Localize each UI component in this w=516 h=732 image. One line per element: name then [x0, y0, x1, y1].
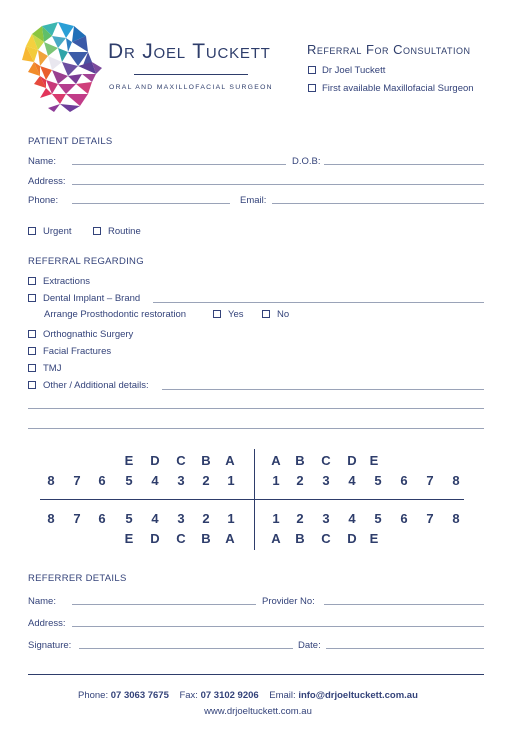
tooth-label[interactable]: 1: [272, 511, 280, 526]
tooth-label[interactable]: D: [347, 531, 357, 546]
tooth-label[interactable]: A: [271, 531, 281, 546]
tooth-label[interactable]: 3: [322, 511, 330, 526]
tooth-label[interactable]: 1: [227, 511, 235, 526]
tooth-label[interactable]: 4: [348, 473, 356, 488]
routine-checkbox[interactable]: [93, 227, 101, 235]
tooth-label[interactable]: 6: [98, 473, 106, 488]
tooth-label[interactable]: 4: [151, 473, 159, 488]
tooth-label[interactable]: 5: [125, 511, 133, 526]
footer-website[interactable]: www.drjoeltuckett.com.au: [204, 706, 312, 717]
tooth-label[interactable]: 1: [272, 473, 280, 488]
other-details-field-2[interactable]: [28, 408, 484, 409]
tooth-label[interactable]: E: [124, 453, 134, 468]
referral-option-checkbox-0[interactable]: [308, 66, 316, 74]
chart-horizontal-divider: [40, 499, 464, 500]
referrer-provider-label: Provider No:: [262, 596, 315, 607]
referral-option-label-0: Dr Joel Tuckett: [322, 65, 386, 76]
patient-address-field[interactable]: [72, 184, 484, 185]
tooth-label[interactable]: 6: [400, 473, 408, 488]
footer-email[interactable]: info@drjoeltuckett.com.au: [298, 690, 418, 701]
tooth-label[interactable]: 7: [73, 473, 81, 488]
tooth-label[interactable]: E: [124, 531, 134, 546]
tooth-label[interactable]: D: [347, 453, 357, 468]
tooth-label[interactable]: 7: [426, 511, 434, 526]
prosthodontic-label: Arrange Prosthodontic restoration: [44, 309, 187, 320]
orthognathic-checkbox[interactable]: [28, 330, 36, 338]
tooth-label[interactable]: E: [369, 531, 379, 546]
referrer-address-label: Address:: [28, 618, 66, 629]
tooth-label[interactable]: 3: [177, 473, 185, 488]
tooth-label[interactable]: A: [225, 453, 235, 468]
patient-dob-field[interactable]: [324, 164, 484, 165]
footer-phone[interactable]: 07 3063 7675: [110, 690, 169, 701]
referrer-date-field[interactable]: [326, 648, 484, 649]
patient-dob-label: D.O.B:: [292, 156, 321, 167]
referrer-signature-field[interactable]: [79, 648, 293, 649]
dental-implant-brand-field[interactable]: [153, 302, 484, 303]
prosthodontic-no-label: No: [277, 309, 290, 320]
tooth-label[interactable]: 7: [426, 473, 434, 488]
referrer-signature-label: Signature:: [28, 640, 72, 651]
footer-phone-label: Phone:: [78, 690, 109, 701]
orthognathic-label: Orthognathic Surgery: [43, 329, 134, 340]
referrer-date-label: Date:: [298, 640, 321, 651]
logo-head-icon: [22, 22, 104, 112]
tooth-label[interactable]: A: [225, 531, 235, 546]
tooth-label[interactable]: 1: [227, 473, 235, 488]
brand-name: Dr Joel Tuckett: [108, 40, 271, 63]
referrer-name-field[interactable]: [72, 604, 256, 605]
other-label: Other / Additional details:: [43, 380, 149, 391]
tooth-label[interactable]: 5: [374, 473, 382, 488]
patient-name-label: Name:: [28, 156, 56, 167]
footer-fax: 07 3102 9206: [200, 690, 259, 701]
tooth-label[interactable]: 2: [296, 511, 304, 526]
dental-implant-label: Dental Implant – Brand: [43, 293, 141, 304]
other-details-field-3[interactable]: [28, 428, 484, 429]
tooth-label[interactable]: D: [150, 453, 160, 468]
patient-address-label: Address:: [28, 176, 66, 187]
referrer-provider-field[interactable]: [324, 604, 484, 605]
patient-email-field[interactable]: [272, 203, 484, 204]
other-details-field-1[interactable]: [162, 389, 484, 390]
tmj-checkbox[interactable]: [28, 364, 36, 372]
tooth-label[interactable]: 5: [374, 511, 382, 526]
referral-title: Referral For Consultation: [307, 42, 471, 57]
facial-fractures-checkbox[interactable]: [28, 347, 36, 355]
referrer-details-heading: REFERRER DETAILS: [28, 573, 127, 584]
brand-tagline: ORAL AND MAXILLOFACIAL SURGEON: [109, 84, 273, 91]
footer-divider: [28, 674, 484, 675]
urgent-checkbox[interactable]: [28, 227, 36, 235]
prosthodontic-yes-label: Yes: [228, 309, 244, 320]
footer-email-label: Email:: [269, 690, 296, 701]
tooth-label[interactable]: 4: [151, 511, 159, 526]
patient-phone-field[interactable]: [72, 203, 230, 204]
routine-label: Routine: [108, 226, 141, 237]
tmj-label: TMJ: [43, 363, 62, 374]
extractions-checkbox[interactable]: [28, 277, 36, 285]
tooth-label[interactable]: 8: [47, 473, 55, 488]
patient-email-label: Email:: [240, 195, 267, 206]
patient-details-heading: PATIENT DETAILS: [28, 136, 113, 147]
facial-fractures-label: Facial Fractures: [43, 346, 112, 357]
dental-implant-checkbox[interactable]: [28, 294, 36, 302]
extractions-label: Extractions: [43, 276, 90, 287]
tooth-label[interactable]: B: [201, 453, 211, 468]
tooth-label[interactable]: 4: [348, 511, 356, 526]
footer-fax-label: Fax:: [179, 690, 198, 701]
referral-regarding-heading: REFERRAL REGARDING: [28, 256, 144, 267]
tooth-label[interactable]: 3: [177, 511, 185, 526]
tooth-label[interactable]: 5: [125, 473, 133, 488]
referral-option-checkbox-1[interactable]: [308, 84, 316, 92]
tooth-label[interactable]: 2: [202, 511, 210, 526]
urgent-label: Urgent: [43, 226, 72, 237]
tooth-label[interactable]: C: [321, 531, 331, 546]
footer-contact-line: [78, 690, 418, 701]
tooth-label[interactable]: C: [176, 531, 186, 546]
tooth-label[interactable]: B: [295, 531, 305, 546]
brand-divider: [134, 74, 248, 75]
tooth-label[interactable]: 8: [47, 511, 55, 526]
tooth-label[interactable]: 3: [322, 473, 330, 488]
tooth-label[interactable]: 6: [98, 511, 106, 526]
tooth-label[interactable]: 7: [73, 511, 81, 526]
prosthodontic-no-checkbox[interactable]: [262, 310, 270, 318]
tooth-label[interactable]: A: [271, 453, 281, 468]
tooth-label[interactable]: B: [201, 531, 211, 546]
tooth-label[interactable]: D: [150, 531, 160, 546]
referrer-name-label: Name:: [28, 596, 56, 607]
tooth-label[interactable]: 2: [296, 473, 304, 488]
patient-name-field[interactable]: [72, 164, 286, 165]
tooth-label[interactable]: 2: [202, 473, 210, 488]
tooth-label[interactable]: 8: [452, 511, 460, 526]
referrer-address-field[interactable]: [72, 626, 484, 627]
referral-option-label-1: First available Maxillofacial Surgeon: [322, 83, 474, 94]
tooth-label[interactable]: 8: [452, 473, 460, 488]
tooth-label[interactable]: C: [321, 453, 331, 468]
tooth-label[interactable]: B: [295, 453, 305, 468]
tooth-label[interactable]: 6: [400, 511, 408, 526]
tooth-label[interactable]: C: [176, 453, 186, 468]
prosthodontic-yes-checkbox[interactable]: [213, 310, 221, 318]
other-checkbox[interactable]: [28, 381, 36, 389]
patient-phone-label: Phone:: [28, 195, 59, 206]
tooth-label[interactable]: E: [369, 453, 379, 468]
